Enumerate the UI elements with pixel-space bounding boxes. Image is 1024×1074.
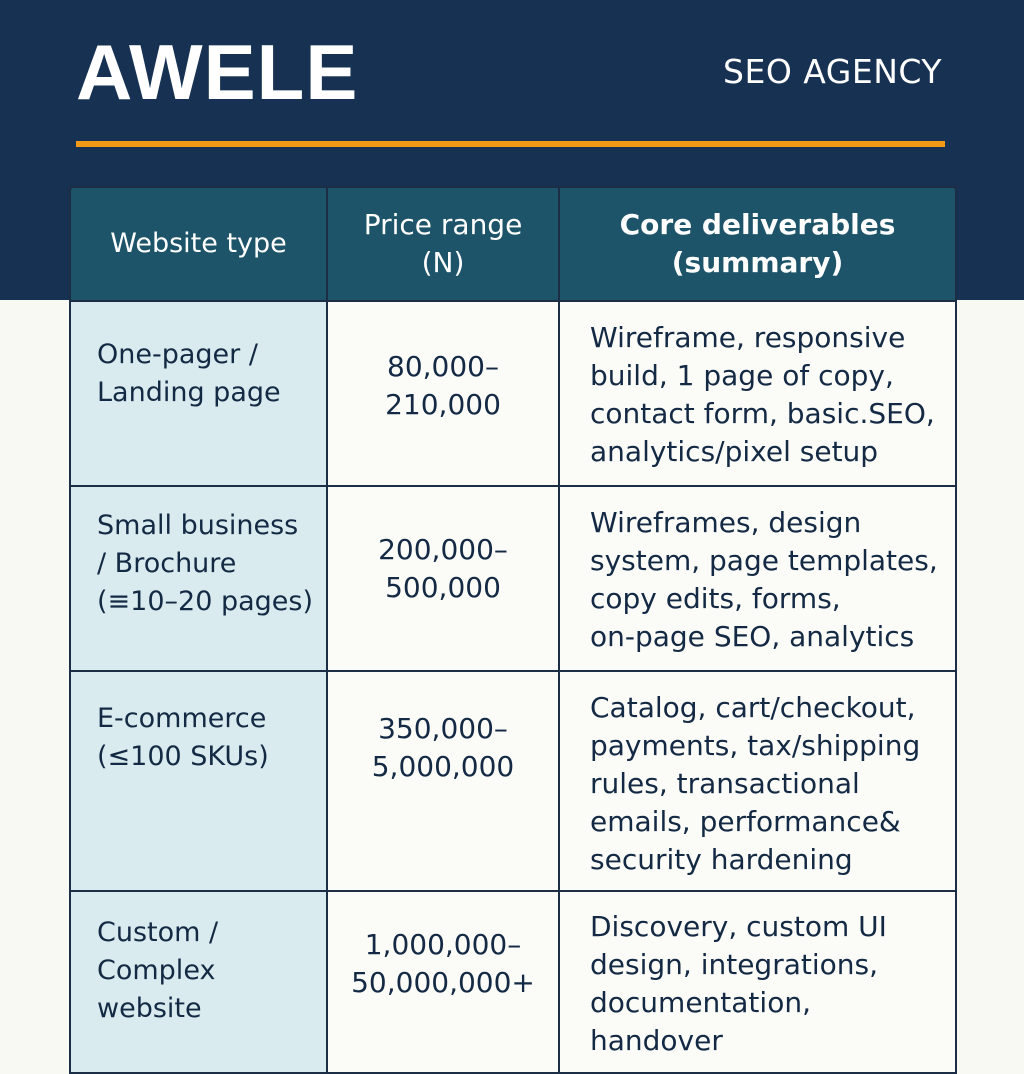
price-range-cell: 80,000– 210,000 xyxy=(327,301,559,486)
website-type-cell: Small business / Brochure (≡10–20 pages) xyxy=(70,486,327,671)
brand-logo-text: AWELE xyxy=(76,28,359,116)
website-type-cell: One-pager / Landing page xyxy=(70,301,327,486)
pricing-table xyxy=(69,186,957,1074)
deliverables-cell: Discovery, custom UI design, integrations, documentation, handover xyxy=(559,891,956,1073)
table-row xyxy=(70,891,956,1073)
price-range-cell: 350,000– 5,000,000 xyxy=(327,671,559,891)
table-row xyxy=(70,301,956,486)
website-type-cell: E-commerce (≤100 SKUs) xyxy=(70,671,327,891)
deliverables-cell: Wireframe, responsive build, 1 page of copy, contact form, basic.SEO, analytics/pixel setup xyxy=(559,301,956,486)
accent-divider xyxy=(76,141,945,147)
table-row xyxy=(70,671,956,891)
table-row xyxy=(70,486,956,671)
price-range-cell: 1,000,000– 50,000,000+ xyxy=(327,891,559,1073)
brand-tagline: SEO AGENCY xyxy=(723,52,942,91)
column-header-website-type: Website type xyxy=(70,187,327,301)
deliverables-cell: Wireframes, design system, page templates, copy edits, forms, on-page SEO, analytics xyxy=(559,486,956,671)
website-type-cell: Custom / Complex website xyxy=(70,891,327,1073)
price-range-cell: 200,000– 500,000 xyxy=(327,486,559,671)
deliverables-cell: Catalog, cart/checkout, payments, tax/shipping rules, transactional emails, performance& security hardening xyxy=(559,671,956,891)
column-header-price-range: Price range (N) xyxy=(327,187,559,301)
column-header-core-deliverables: Core deliverables (summary) xyxy=(559,187,956,301)
table-header-row xyxy=(70,187,956,301)
